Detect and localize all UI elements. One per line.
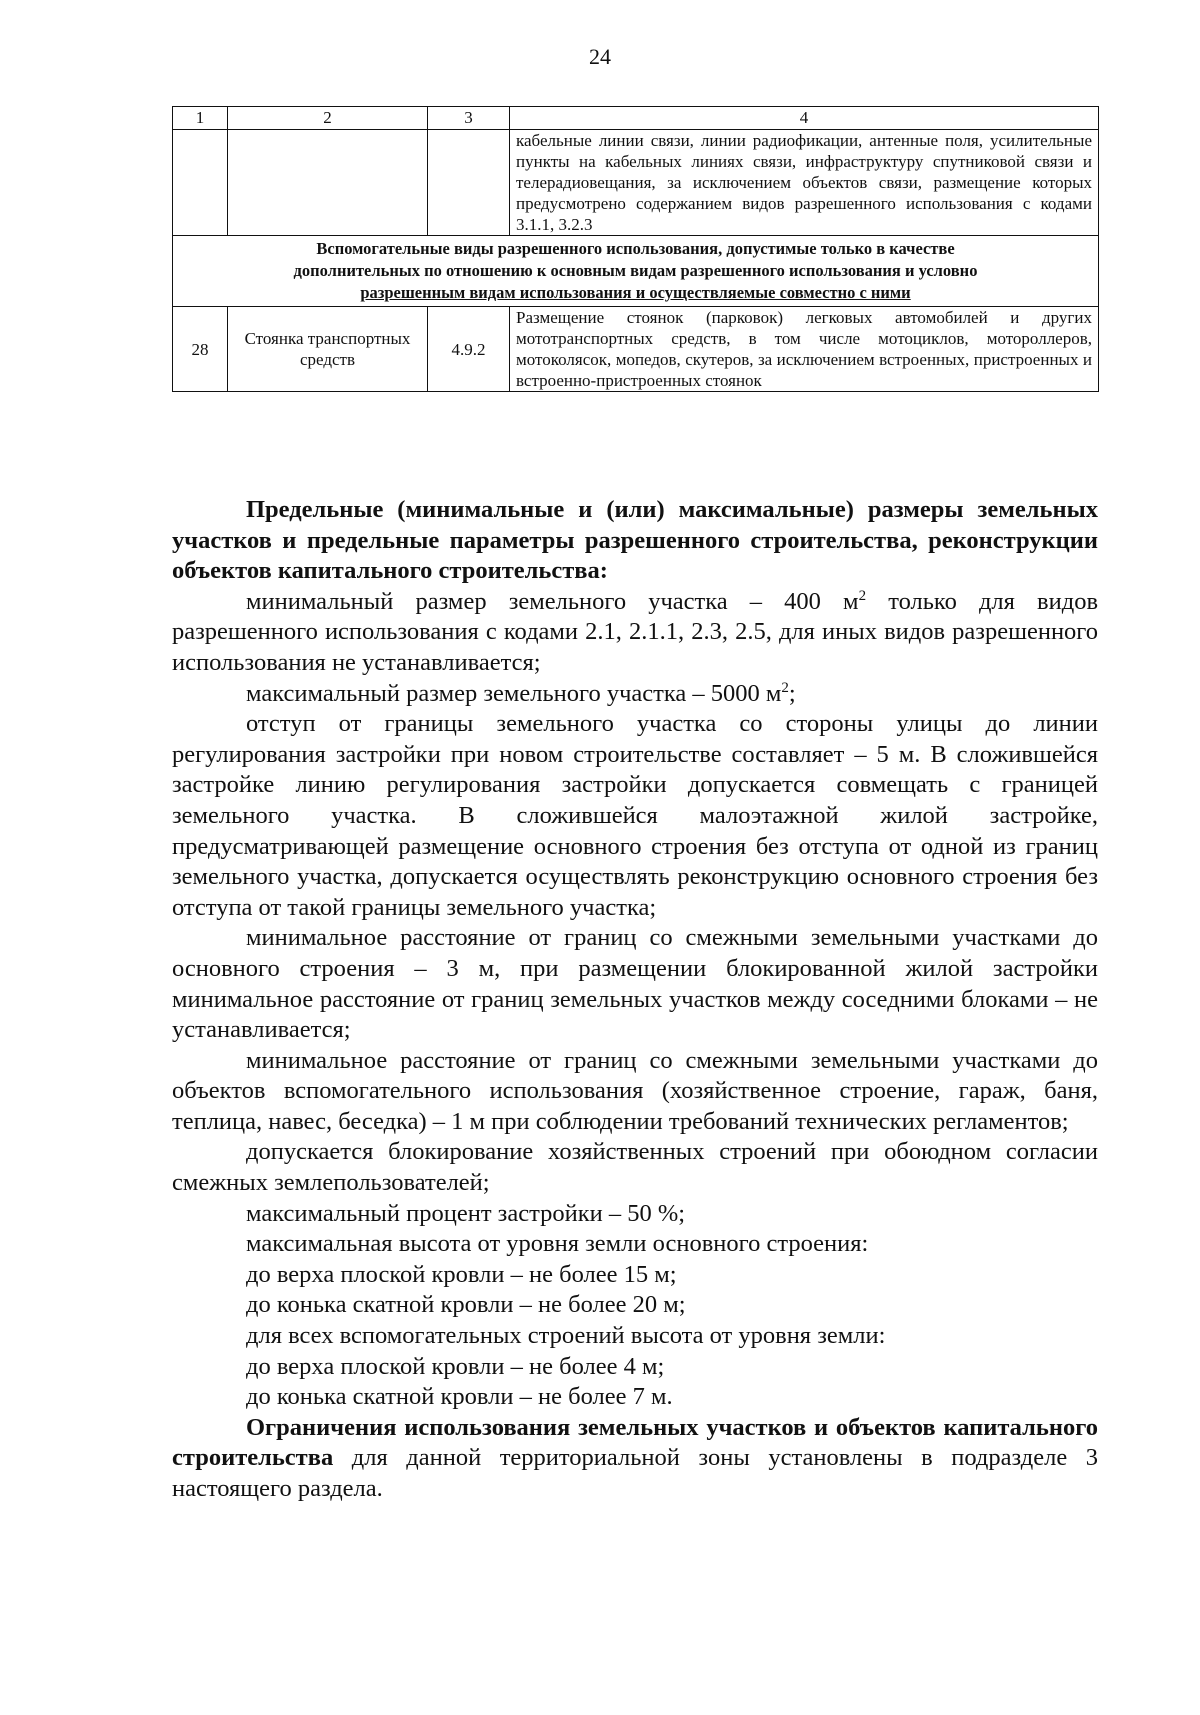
paragraph-max-height: максимальная высота от уровня земли основного строения: — [246, 1230, 869, 1258]
land-use-table — [172, 106, 1099, 392]
column-header: 2 — [228, 107, 428, 130]
table-row-28 — [173, 307, 1099, 392]
text-fragment: ; — [788, 679, 796, 707]
text-fragment: минимальный размер земельного участка – 400 м — [246, 587, 859, 615]
superscript: 2 — [781, 679, 789, 696]
table-cell-empty — [173, 130, 228, 236]
section-heading: Предельные (минимальные и (или) максимальные) размеры земельных участков и предельные параметры разрешенного строительства, реконструкции объектов капитального строительства: — [172, 496, 1098, 585]
table-row-continued — [173, 130, 1099, 236]
paragraph-pitched-roof: до конька скатной кровли – не более 20 м; — [246, 1291, 686, 1319]
table-section-heading — [173, 236, 1099, 307]
table-cell-empty — [228, 130, 428, 236]
table-cell-number: 28 — [173, 307, 228, 392]
paragraph-restrictions — [172, 1413, 1098, 1505]
paragraph-min-distance-main: минимальное расстояние от границ со смежными земельными участками до основного строения – 3 м, при размещении блокированной жилой застройки минимальное расстояние от границ земельных участков между соседними блоками – не устанавливается; — [172, 924, 1098, 1044]
text-fragment: для данной территориальной зоны установлены в подразделе 3 настоящего раздела. — [172, 1444, 1098, 1502]
paragraph-aux-flat-roof: до верха плоской кровли – не более 4 м; — [246, 1352, 665, 1380]
text-fragment: только для видов разрешенного использования с кодами 2.1, 2.1.1, 2.3, 2.5, для иных видов разрешенного использования не устанавливается; — [172, 587, 1099, 676]
paragraph-blocking: допускается блокирование хозяйственных строений при обоюдном согласии смежных землепользователей; — [172, 1138, 1098, 1197]
paragraph-auxiliary-height: для всех вспомогательных строений высота от уровня земли: — [246, 1322, 886, 1350]
table-section-heading-row — [173, 236, 1099, 307]
superscript: 2 — [858, 587, 867, 604]
page-number: 24 — [589, 44, 611, 69]
table-cell-description: кабельные линии связи, линии радиофикации, антенные поля, усилительные пункты на кабельных линиях связи, инфраструктуру спутниковой связи и телерадиовещания, за исключением объектов связи, размещение которых предусмотрено содержанием видов разрешенного использования с кодами 3.1.1, 3.2.3 — [510, 130, 1099, 236]
restrictions-bold: Ограничения использования земельных участков и объектов капитального строительства — [172, 1413, 1098, 1472]
column-header: 3 — [428, 107, 510, 130]
paragraph-max-plot-size — [172, 679, 1098, 710]
table-header-row — [173, 107, 1099, 130]
column-header: 1 — [173, 107, 228, 130]
paragraph-min-distance-auxiliary: минимальное расстояние от границ со смежными земельными участками до объектов вспомогательного использования (хозяйственное строение, гараж, баня, теплица, навес, беседка) – 1 м при соблюдении требований технических регламентов; — [172, 1046, 1098, 1135]
paragraph-min-plot-size — [172, 587, 1098, 679]
text-fragment: максимальный размер земельного участка – 5000 м — [246, 679, 782, 707]
column-header: 4 — [510, 107, 1099, 130]
paragraph-setback: отступ от границы земельного участка со стороны улицы до линии регулирования застройки при новом строительстве составляет – 5 м. В сложившейся застройке линию регулирования застройки допускается совмещать с границей земельного участка. В сложившейся малоэтажной жилой застройке, предусматривающей размещение основного строения без отступа от одной из границ земельного участка, допускается осуществлять реконструкцию основного строения без отступа от такой границы земельного участка; — [172, 710, 1098, 921]
section-heading-line: Вспомогательные виды разрешенного использования, допустимые только в качестве — [316, 239, 955, 258]
table-cell-description: Размещение стоянок (парковок) легковых автомобилей и других мототранспортных средств, в том числе мотоциклов, мотороллеров, мотоколясок, мопедов, скутеров, за исключением встроенных, пристроенных и встроенно-пристроенных стоянок — [510, 307, 1099, 392]
section-heading-line: дополнительных по отношению к основным видам разрешенного использования и условно — [293, 261, 978, 280]
section-heading-line: разрешенным видам использования и осуществляемые совместно с ними — [360, 283, 911, 302]
paragraph-aux-pitched-roof: до конька скатной кровли – не более 7 м. — [246, 1383, 673, 1411]
table-cell-empty — [428, 130, 510, 236]
paragraph-max-coverage: максимальный процент застройки – 50 %; — [246, 1199, 686, 1227]
table-cell-code: 4.9.2 — [428, 307, 510, 392]
document-body — [172, 495, 1098, 1505]
table-cell-name: Стоянка транспортных средств — [228, 307, 428, 392]
paragraph-flat-roof: до верха плоской кровли – не более 15 м; — [246, 1260, 677, 1288]
